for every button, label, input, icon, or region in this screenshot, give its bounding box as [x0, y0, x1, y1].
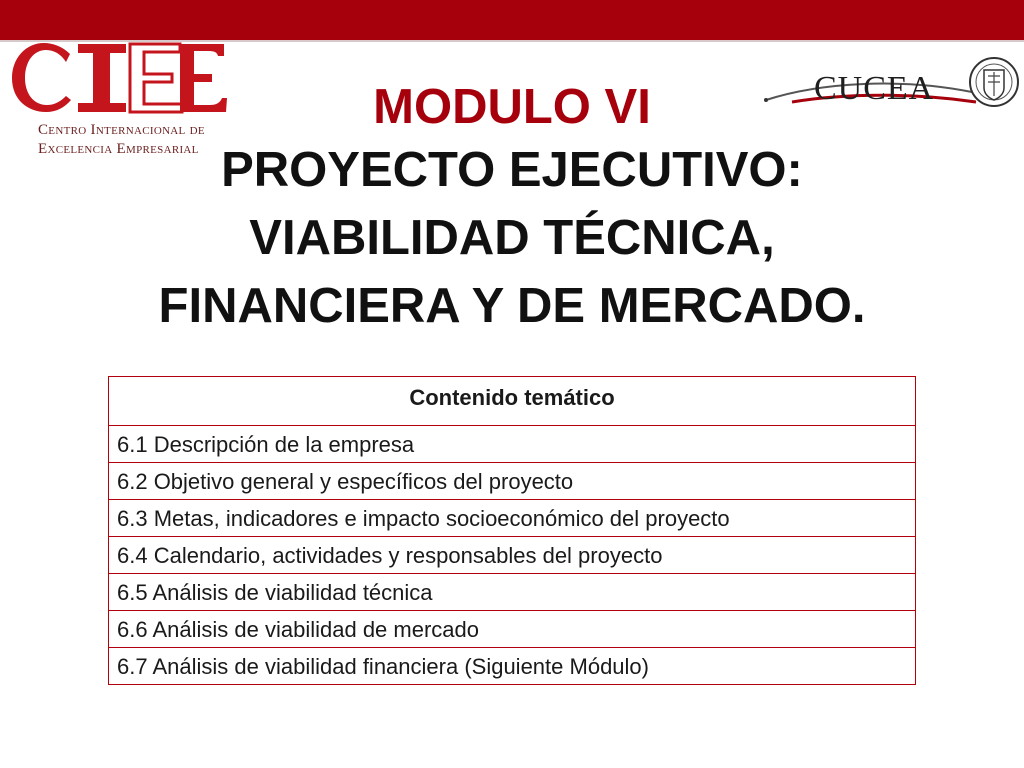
table-cell: 6.7 Análisis de viabilidad financiera (Siguiente Módulo) — [109, 648, 916, 685]
top-banner-bar — [0, 0, 1024, 40]
table-cell: 6.4 Calendario, actividades y responsables del proyecto — [109, 537, 916, 574]
title-line-2: VIABILIDAD TÉCNICA, — [249, 211, 775, 265]
module-label: MODULO VI — [373, 80, 651, 134]
table-row — [109, 463, 916, 500]
slide-title — [60, 78, 964, 340]
cucea-wordmark: CUCEA — [814, 70, 935, 107]
ciee-logo-line-2: Excelencia Empresarial — [38, 141, 199, 157]
table-row — [109, 574, 916, 611]
table-cell: 6.6 Análisis de viabilidad de mercado — [109, 611, 916, 648]
table-row — [109, 426, 916, 463]
table-header-cell: Contenido temático — [109, 377, 916, 426]
table-row — [109, 537, 916, 574]
table-cell: 6.2 Objetivo general y específicos del proyecto — [109, 463, 916, 500]
table-row — [109, 648, 916, 685]
title-line-3: FINANCIERA Y DE MERCADO. — [158, 279, 866, 333]
table-cell: 6.1 Descripción de la empresa — [109, 426, 916, 463]
table-header-row — [109, 377, 916, 426]
title-line-1: PROYECTO EJECUTIVO: — [221, 143, 803, 197]
ciee-logo-line-1: Centro Internacional de — [38, 122, 205, 138]
content-table — [108, 376, 916, 685]
table-row — [109, 500, 916, 537]
table-cell: 6.3 Metas, indicadores e impacto socioeconómico del proyecto — [109, 500, 916, 537]
table-cell: 6.5 Análisis de viabilidad técnica — [109, 574, 916, 611]
table-row — [109, 611, 916, 648]
